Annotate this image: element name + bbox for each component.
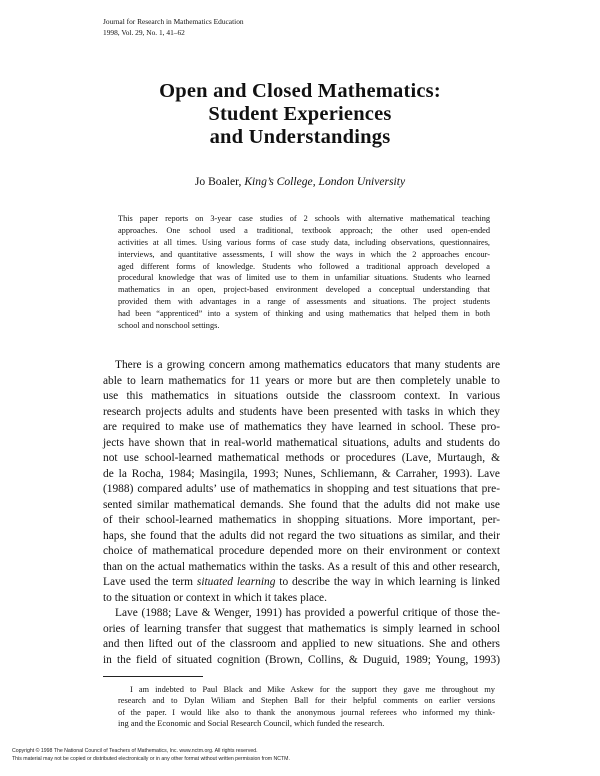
abstract [118,213,490,332]
journal-header [103,16,244,38]
body-line: haps, she found that the adults did not regard the two situations as similar, and their [103,529,500,542]
body-line: choice of mathematical procedure depended more on their environment or context [103,545,500,557]
body-line: use this mathematics in situations outside the classroom context. In various [103,390,500,402]
footnote-line: ing and the Economic and Social Research Council, which funded the research. [118,719,385,729]
author-affiliation: King’s College, London University [244,175,406,188]
body-line: and then lifted out of the classroom and applied to new situations. She and others [103,638,500,650]
footnote-line: research and to Dylan Wiliam and Stephen Ball for their helpful comments on earlier versions [118,696,495,706]
abstract-line: had been “apprenticed” into a system of thinking and using mathematics that helped them in both [118,309,490,319]
footnote-divider [103,676,203,677]
footnote-line: I am indebted to Paul Black and Mike Askew for the support they gave me throughout my [130,685,495,694]
abstract-line: aged different forms of knowledge. Students who followed a traditional approach developed a [118,261,490,271]
body-line: Lave (1988; Lave & Wenger, 1991) has provided a powerful critique of those the- [115,607,500,619]
title-line-1: Open and Closed Mathematics: [159,80,441,102]
body-line: are required to make use of mathematics they have learned in school. These pro- [103,421,500,433]
copyright-line-1: Copyright © 1998 The National Council of Teachers of Mathematics, Inc. www.nctm.org. All rights reserved. [12,748,258,754]
journal-name: Journal for Research in Mathematics Education [103,17,244,26]
body-line: sented similar mathematical demands. She found that the adults did not make use [103,498,500,511]
situated-learning-term: situated learning [196,576,276,588]
title-line-3: and Understandings [209,126,391,148]
abstract-line: mathematics in an open, project-based environment developed a conceptual understanding that [118,285,490,295]
author-line [0,175,600,189]
body-line: jects have shown that in real-world mathematical situations, adults and students do [103,436,500,449]
body-text [103,358,500,668]
abstract-line: activities at all times. Using various forms of case study data, including observations, questionnaires, [118,237,490,247]
journal-citation: 1998, Vol. 29, No. 1, 41–62 [103,28,185,37]
abstract-line: approaches. One school used a traditional, textbook approach; the other used open-ended [118,225,490,235]
body-line: ories of learning transfer that suggest that mathematics is simply learned in school [103,622,500,635]
author-name: Jo Boaler, [194,175,245,188]
body-fragment: to describe the way in which learning is linked [275,576,501,588]
abstract-line: school and nonschool settings. [118,321,220,331]
copyright-line-2: This material may not be copied or distributed electronically or in any other format without written permission from NCTM. [12,756,290,762]
footnote [118,684,495,730]
body-line: not use school-learned mathematical methods or procedures (Lave, Murtaugh, & [103,452,500,464]
body-line: research projects adults and students have been presented with tasks in which they [103,405,500,418]
abstract-line: This paper reports on 3-year case studies of 2 schools with alternative mathematical teaching [118,214,490,223]
article-title [0,80,600,149]
body-line: able to learn mathematics for 11 years or more but are then completely unable to [103,374,500,387]
footnote-line: of the paper. I would like also to thank the anonymous journal referees who informed my think- [118,707,495,717]
body-line: (1988) compared adults’ use of mathematics in shopping and test situations that pre- [103,483,500,495]
abstract-line: provided them with advantages in a range of assessments and situations. The project students [118,297,490,307]
body-line: There is a growing concern among mathematics educators that many students are [115,359,500,371]
body-fragment: Lave used the term [103,576,197,588]
body-line: in the field of situated cognition (Brown, Collins, & Duguid, 1989; Young, 1993) [103,653,500,666]
abstract-line: interviews, and quantitative assessments, I will show the ways in which the 2 approaches encour- [118,249,490,259]
title-line-2: Student Experiences [208,103,392,125]
body-line: of their school-learned mathematics in shopping situations. More important, per- [103,514,500,526]
body-line: de la Rocha, 1984; Masingila, 1993; Nunes, Schliemann, & Carraher, 1993). Lave [103,467,500,480]
body-line: to the situation or context in which it takes place. [103,591,327,604]
abstract-line: procedural knowledge that was of limited use to them in unfamiliar situations. Students who learned [118,273,490,283]
body-line: than on the actual mathematics within the tasks. As a result of this and other research, [103,560,500,573]
body-line-situated-learning [103,575,500,591]
copyright-notice [12,747,290,763]
